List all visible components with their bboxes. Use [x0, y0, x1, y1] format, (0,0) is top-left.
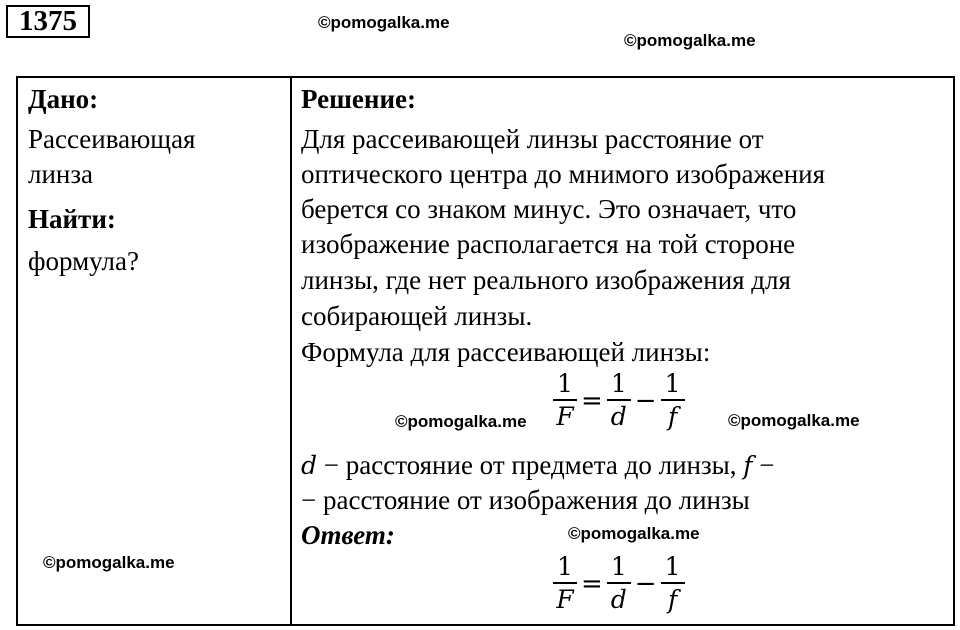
- definition-f: − расстояние от изображения до линзы: [301, 485, 750, 515]
- solution-line: берется со знаком минус. Это означает, что: [301, 194, 797, 224]
- lens-formula: [553, 370, 685, 431]
- solution-line: оптического центра до мнимого изображения: [301, 159, 826, 189]
- watermark: ©pomogalka.me: [43, 553, 175, 572]
- definition-d: d − расстояние от предмета до линзы, f −: [301, 450, 775, 480]
- minus-sign: −: [634, 385, 657, 416]
- watermark: ©pomogalka.me: [624, 31, 756, 50]
- solution-line: Для рассеивающей линзы расстояние от: [301, 124, 764, 154]
- solution-line: Формула для рассеивающей линзы:: [301, 337, 711, 367]
- problem-number: 1375: [6, 5, 90, 38]
- given-heading: Дано:: [28, 84, 99, 114]
- fraction-1-over-d: 1 d: [607, 370, 631, 431]
- given-line: Рассеивающая: [28, 124, 196, 154]
- solution-line: линзы, где нет реального изображения для: [301, 265, 791, 295]
- find-heading: Найти:: [28, 204, 116, 234]
- fraction-1-over-f: 1 f: [661, 370, 685, 431]
- watermark: ©pomogalka.me: [568, 524, 700, 543]
- watermark: ©pomogalka.me: [728, 411, 860, 430]
- watermark: ©pomogalka.me: [395, 412, 527, 431]
- solution-heading: Решение:: [301, 84, 416, 114]
- find-value: формула?: [28, 246, 139, 276]
- solution-table: [16, 76, 955, 626]
- watermark: ©pomogalka.me: [318, 13, 450, 32]
- minus-sign: −: [634, 568, 657, 599]
- fraction-1-over-F: 1 F: [553, 553, 577, 614]
- solution-line: изображение располагается на той стороне: [301, 229, 796, 259]
- given-line: линза: [28, 159, 94, 189]
- fraction-1-over-d: 1 d: [607, 553, 631, 614]
- answer-formula: [553, 553, 685, 614]
- fraction-1-over-F: 1 F: [553, 370, 577, 431]
- fraction-1-over-f: 1 f: [661, 553, 685, 614]
- column-divider: [290, 78, 292, 624]
- solution-line: собирающей линзы.: [301, 301, 533, 331]
- answer-heading: Ответ:: [301, 520, 395, 550]
- equals-sign: =: [581, 385, 603, 416]
- equals-sign: =: [581, 568, 603, 599]
